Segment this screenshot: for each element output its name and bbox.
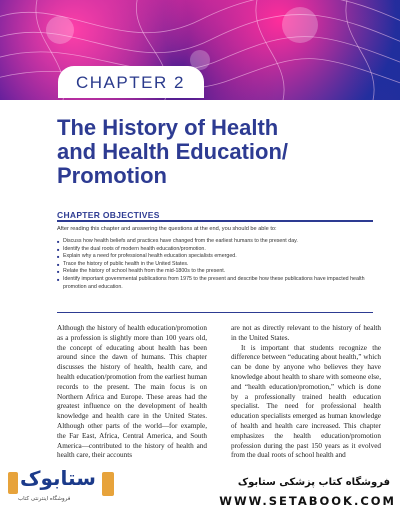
objective-item: ■ Identify important governmental publications from 1975 to the present and describe how these publications have impacted health promotion and education. [57, 276, 377, 291]
objective-item: ■ Discuss how health beliefs and practices have changed from the earliest humans to the present day. [57, 238, 377, 246]
chapter-banner-image [0, 0, 400, 100]
store-url: WWW.SETABOOK.COM [219, 494, 396, 508]
title-line-1: The History of Health [57, 115, 279, 140]
objective-item: ■ Trace the history of public health in the United States. [57, 261, 377, 269]
title-line-3: Promotion [57, 163, 167, 188]
objectives-list [57, 238, 377, 291]
objective-item: ■ Explain why a need for professional health education specialists emerged. [57, 253, 377, 261]
body-paragraph: Although the history of health education/promotion as a profession is slightly more than 100 years old, the concept of educating about health has been around since the dawn of humans. This chapter discusses the history of health, health care, and health education/promotion from the earliest human records to the present. The main focus is on Northern Africa and Europe. These areas had the greatest influence on the development of health knowledge and health care in the United States. Although other parts of the world—for example, the Far East, Africa, Central America, and South America—contributed to the history of health and health care, their accounts [57, 324, 207, 460]
body-column-left [57, 324, 207, 461]
chapter-title [57, 116, 387, 188]
objective-item: ■ Identify the dual roots of modern health education/promotion. [57, 246, 377, 254]
body-paragraph: are not as directly relevant to the history of health in the United States. [231, 324, 381, 342]
objective-item: ■ Relate the history of school health from the mid-1800s to the present. [57, 268, 377, 276]
objectives-intro: After reading this chapter and answering the questions at the end, you should be able to: [57, 226, 277, 232]
store-name: فروشگاه کتاب پزشکی ستابوک [237, 477, 390, 488]
setabook-logo [6, 466, 118, 512]
logo-subtext: فروشگاه اینترنتی کتاب [18, 496, 71, 502]
section-divider [57, 312, 373, 313]
logo-text: ستابوک [20, 466, 96, 490]
body-paragraph: It is important that students recognize the difference between “educating about health,” which can be done by anyone who believes they have knowledge about health to share with someone else, and “health education/promotion,” which is done by a professionally trained health education specialist. The need for professional health education specialists emerged as human knowledge of health and health care increased. This chapter emphasizes the health education/promotion profession during the past 150 years as it evolved from the dual roots of school health and [231, 343, 381, 460]
objectives-heading: CHAPTER OBJECTIVES [57, 210, 160, 220]
body-column-right [231, 324, 381, 461]
title-line-2: and Health Education/ [57, 139, 289, 164]
chapter-label: CHAPTER 2 [76, 73, 185, 92]
objectives-rule [57, 220, 373, 222]
